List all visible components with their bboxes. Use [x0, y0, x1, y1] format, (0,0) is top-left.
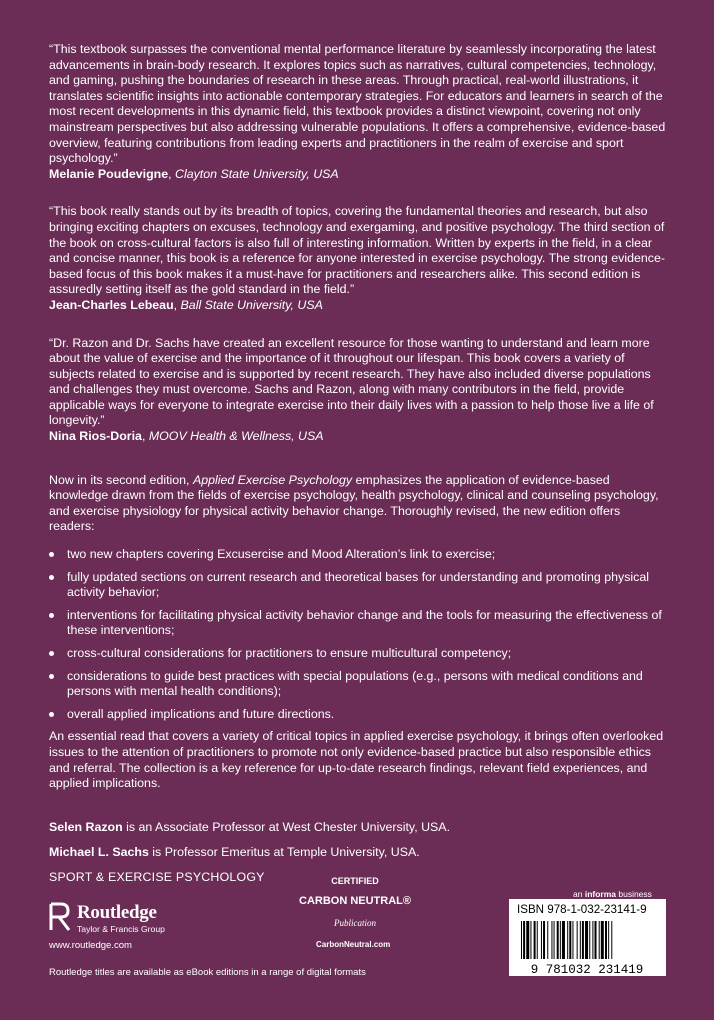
barcode-bar [547, 921, 548, 959]
author-bios [49, 820, 667, 861]
list-item-text: interventions for facilitating physical activity behavior change and the tools for measuring the effectiveness of these interventions; [67, 607, 662, 638]
endorser-name: Jean-Charles Lebeau [49, 297, 174, 312]
back-cover-content [49, 42, 667, 871]
barcode-bar [543, 921, 545, 959]
barcode-bar [577, 921, 578, 959]
barcode-bar [601, 921, 604, 959]
barcode-bar [541, 921, 542, 959]
barcode-bar [554, 921, 555, 959]
barcode-bar [592, 921, 593, 959]
isbn-number: ISBN 978-1-032-23141-9 [517, 903, 647, 916]
publisher-name: Routledge [77, 902, 157, 923]
bullet-icon [49, 613, 54, 618]
barcode-bar [582, 921, 584, 959]
endorsement-2 [49, 204, 667, 313]
endorsement-1 [49, 42, 667, 182]
carbon-publication-text: Publication [334, 918, 376, 928]
routledge-logo-icon [49, 902, 71, 932]
list-item-text: cross-cultural considerations for practitioners to ensure multicultural competency; [67, 646, 512, 660]
informa-business [573, 889, 652, 899]
barcode-bar [569, 921, 571, 959]
barcode-bar [605, 921, 607, 959]
bullet-icon [49, 552, 54, 557]
barcode-bar [611, 921, 612, 959]
barcode-bar [551, 921, 552, 959]
intro-text: Now in its second edition, [49, 472, 193, 487]
barcode-bar [585, 921, 588, 959]
barcode-bar [557, 921, 559, 959]
endorser-name: Nina Rios-Doria [49, 429, 142, 444]
informa-suffix: business [616, 889, 652, 899]
endorser-affiliation: MOOV Health & Wellness, USA [148, 429, 324, 444]
endorsement-3 [49, 336, 667, 445]
list-item [49, 646, 667, 662]
author-bio [49, 845, 667, 861]
author-bio-text: is an Associate Professor at West Chester University, USA. [122, 819, 451, 834]
barcode-bar [530, 921, 531, 959]
list-item-text: considerations to guide best practices with special populations (e.g., persons with medical conditions and persons with mental health conditions); [67, 668, 643, 699]
carbon-neutral-url: CarbonNeutral.com [316, 940, 391, 949]
informa-prefix: an [573, 889, 585, 899]
barcode-bar [534, 921, 536, 959]
list-item-text: fully updated sections on current research and theoretical bases for understanding and promoting physical activity behavior; [67, 569, 650, 600]
barcode-bar [608, 921, 609, 959]
barcode-bar [562, 921, 565, 959]
barcode-bar [521, 921, 522, 959]
endorsement-text: “Dr. Razon and Dr. Sachs have created an excellent resource for those wanting to understand and learn more about the value of exercise and the importance of it throughout our lifespan. This book covers a variety of subjects related to exercise and is supported by recent research. They have also included diverse populations and challenges they must overcome. Sachs and Razon, along with many contributors in the field, provide applicable ways for everyone to integrate exercise into their daily lives with a passion to help those live a life of longevity.” [49, 335, 654, 428]
endorsement-attribution: Melanie Poudevigne, Clayton State University, USA [49, 166, 339, 181]
list-item [49, 608, 667, 639]
carbon-neutral-text: CARBON NEUTRAL® [299, 895, 411, 907]
barcode-bar [599, 921, 600, 959]
publisher-website: www.routledge.com [49, 940, 132, 951]
ebook-note: Routledge titles are available as eBook editions in a range of digital formats [49, 967, 366, 978]
endorser-name: Melanie Poudevigne [49, 166, 169, 181]
barcode-bar [595, 921, 597, 959]
bullet-icon [49, 651, 54, 656]
endorsement-text: “This textbook surpasses the conventional mental performance literature by seamlessly incorporating the latest advancements in brain-body research. It explores topics such as narratives, cultural competencies, technology, and gaming, pushing the boundaries of research in these areas. Through practical, real-world illustrations, it translates scientific insights into actionable contemporary strategies. For educators and learners in search of the most recent developments in this dynamic field, this textbook provides a distinct viewpoint, covering not only mainstream perspectives but also addressing vulnerable populations. It offers a comprehensive, evidence-based overview, featuring contributions from leading experts and practitioners in the realm of exercise and sport psychology.” [49, 42, 666, 166]
endorsement-attribution: Jean-Charles Lebeau, Ball State University, USA [49, 297, 323, 312]
publisher-logo [49, 900, 209, 940]
endorsement-attribution: Nina Rios-Doria, MOOV Health & Wellness, USA [49, 429, 324, 444]
barcode-bars [521, 921, 612, 959]
author-name: Selen Razon [49, 819, 123, 834]
book-title: Applied Exercise Psychology [192, 472, 353, 487]
list-item [49, 570, 667, 601]
isbn-barcode-box [509, 899, 666, 976]
author-bio-text: is Professor Emeritus at Temple University, USA. [148, 845, 420, 860]
bullet-icon [49, 674, 54, 679]
description-closing: An essential read that covers a variety of critical topics in applied exercise psychology, it brings often overlooked issues to the attention of practitioners to promote not only evidence-based practice but also responsible ethics and referral. The collection is a key reference for up-to-date research findings, relevant field experiences, and applied implications. [49, 729, 664, 791]
author-bio [49, 820, 667, 836]
carbon-certified-text: CERTIFIED [331, 876, 379, 886]
bullet-icon [49, 712, 54, 717]
informa-brand: informa [584, 889, 616, 899]
barcode-bar [526, 921, 529, 959]
feature-list [49, 547, 667, 722]
barcode-bar [580, 921, 581, 959]
subject-category: SPORT & EXERCISE PSYCHOLOGY [49, 870, 265, 884]
list-item-text: two new chapters covering Excusercise and Mood Alteration’s link to exercise; [67, 547, 496, 562]
barcode-bar [560, 921, 561, 959]
endorsement-text: “This book really stands out by its breadth of topics, covering the fundamental theories and research, but also bringing exciting chapters on excuses, technology and exergaming, and positive psychology. The third section of the book on cross-cultural factors is also full of interesting information. Written by experts in the field, in a clear and concise manner, this book is a reference for anyone interested in exercise psychology. The strong evidence-based focus of this book makes it a must-have for practitioners and researchers alike. This second edition is assuredly setting itself as the gold standard in the field.” [49, 204, 665, 297]
barcode-bar [589, 921, 590, 959]
author-name: Michael L. Sachs [49, 845, 149, 860]
book-description [49, 473, 667, 792]
endorser-affiliation: Ball State University, USA [180, 297, 323, 312]
list-item [49, 669, 667, 700]
intro-text-continued: emphasizes the application of evidence-based knowledge drawn from the fields of exercise psychology, health psychology, clinical and counseling psychology, and exercise physiology for physical activity behavior change. Thoroughly revised, the new edition offers readers: [49, 472, 659, 534]
barcode-bar [537, 921, 538, 959]
list-item [49, 547, 667, 563]
barcode-icon [509, 919, 666, 976]
publisher-group: Taylor & Francis Group [77, 924, 165, 934]
list-item [49, 707, 667, 723]
barcode-bar [523, 921, 525, 959]
bullet-icon [49, 575, 54, 580]
barcode-bar [572, 921, 573, 959]
list-item-text: overall applied implications and future directions. [67, 706, 335, 721]
endorser-affiliation: Clayton State University, USA [175, 166, 339, 181]
description-intro [49, 473, 667, 535]
barcode-digits: 9 781032 231419 [530, 963, 644, 977]
barcode-bar [567, 921, 568, 959]
